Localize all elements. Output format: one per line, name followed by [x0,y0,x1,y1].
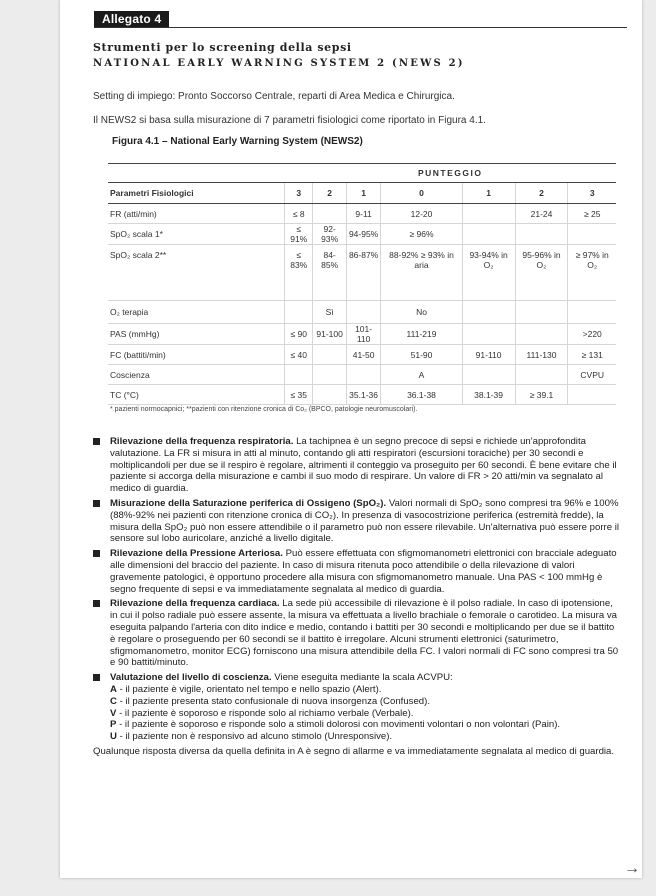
score-cell: 86-87% [346,245,381,301]
param-name: Coscienza [108,365,285,385]
score-cell: 95-96% in O₂ [515,245,568,301]
table-row [108,345,616,365]
param-header: Parametri Fisiologici [108,183,285,204]
score-header: 1 [462,183,515,204]
punteggio-header: PUNTEGGIO [285,164,617,183]
score-cell [346,301,381,324]
param-name: O₂ terapia [108,301,285,324]
instructions-list [93,436,621,758]
next-page-arrow-icon[interactable]: → [624,860,640,877]
param-name: SpO₂ scala 2** [108,245,285,301]
list-item [93,598,621,669]
score-cell: 91-100 [313,324,346,345]
item-title: Valutazione del livello di coscienza. [110,672,272,684]
list-item [93,672,621,743]
item-text: La tachipnea è un segno precoce di sepsi e richiede un'approfondita valutazione. La FR si misura in atti al minuto, contando gli atti respiratori (escursioni toraciche) per 30 secondi e moltiplicandoli per due se il respiro è regolare, altrimenti il conteggio va proseguito per 60 secondi. È bene evitare che il paziente si accorga della misurazione e cambi il suo modo di respirare. Un valore di FR > 20 atti/min va segnalato al medico di guardia. [110,436,617,495]
score-cell [285,365,313,385]
square-bullet-icon [93,438,100,445]
item-text: Valori normali di SpO₂ sono compresi tra 96% e 100% (88%-92% nei pazienti con ritenzione cronica di CO₂). In presenza di vasocostrizione periferica (estremità fredde), la misura della SpO₂ può non essere attendibile o il parametro può non essere rilevabile. Un'alternativa può essere porre il sensore sul lobo auricolare, anziché a livello digitale. [110,497,619,545]
score-cell [462,224,515,245]
score-cell [313,385,346,405]
square-bullet-icon [93,600,100,607]
score-cell [462,365,515,385]
table-row [108,224,616,245]
table-row [108,324,616,345]
table-row [108,204,616,224]
score-cell: 92-93% [313,224,346,245]
score-cell [313,345,346,365]
score-cell: ≥ 39.1 [515,385,568,405]
table-row [108,245,616,301]
score-cell [285,301,313,324]
score-cell: 111-130 [515,345,568,365]
document-page [60,0,642,878]
score-cell: 38.1-39 [462,385,515,405]
score-header: 3 [568,183,616,204]
item-title: Rilevazione della Pressione Arteriosa. [110,548,283,560]
intro-text: Il NEWS2 si basa sulla misurazione di 7 parametri fisiologici come riportato in Figura 4.1. [93,115,486,126]
score-header: 3 [285,183,313,204]
table-body [108,204,616,405]
allegato-tag: Allegato 4 [94,11,169,27]
score-cell [462,204,515,224]
list-item [93,436,621,495]
final-note: Qualunque risposta diversa da quella definita in A è segno di allarme e va immediatamente segnalata al medico di guardia. [93,745,615,757]
square-bullet-icon [93,500,100,507]
score-cell: ≤ 35 [285,385,313,405]
param-name: TC (°C) [108,385,285,405]
score-cell: 36.1-38 [381,385,462,405]
score-cell [568,385,616,405]
score-cell [462,324,515,345]
score-header: 1 [346,183,381,204]
param-name: FC (battiti/min) [108,345,285,365]
score-cell: 91-110 [462,345,515,365]
table-row [108,365,616,385]
score-cell: 94-95% [346,224,381,245]
item-text: La sede più accessibile di rilevazione è il polso radiale. In caso di ipotensione, in cui il polso radiale può essere assente, la misura va effettuata a livello brachiale o femorale o carotideo. La misura va eseguita palpando l'arteria con dito indice e medio, contando i battiti per 30 secondi e moltiplicando per due se il battito è regolare o proseguendo per 60 secondi se il battito è irregolare. Alcuni strumenti elettronici (saturimetro, sfigmomanometro, monitor ECG) forniscono una misura attendibile della FC. I valori normali di FC sono compresi tra 50 e 90 battiti/minuto. [110,598,619,669]
score-cell: ≥ 96% [381,224,462,245]
score-cell: CVPU [568,365,616,385]
score-header: 0 [381,183,462,204]
score-cell [515,301,568,324]
score-cell: 84-85% [313,245,346,301]
acvpu-item: V - il paziente è soporoso e risponde solo al richiamo verbale (Verbale). [110,707,414,719]
score-cell: ≤ 40 [285,345,313,365]
score-header: 2 [515,183,568,204]
acvpu-item: C - il paziente presenta stato confusionale di nuova insorgenza (Confused). [110,695,430,707]
score-cell: 101-110 [346,324,381,345]
score-cell [515,324,568,345]
score-header: 2 [313,183,346,204]
score-cell: ≤ 90 [285,324,313,345]
score-cell: ≥ 25 [568,204,616,224]
score-cell: A [381,365,462,385]
score-cell [515,365,568,385]
score-cell [313,365,346,385]
setting-text: Setting di impiego: Pronto Soccorso Centrale, reparti di Area Medica e Chirurgica. [93,91,455,102]
table-punteggio-row [108,164,616,183]
square-bullet-icon [93,550,100,557]
section-subtitle: NATIONAL EARLY WARNING SYSTEM 2 (NEWS 2) [93,58,465,69]
score-cell: 9-11 [346,204,381,224]
table-row [108,301,616,324]
table-header-row [108,183,616,204]
score-cell: No [381,301,462,324]
item-title: Rilevazione della frequenza cardiaca. [110,598,280,610]
acvpu-item: A - il paziente è vigile, orientato nel tempo e nello spazio (Alert). [110,683,382,695]
score-cell: 35.1-36 [346,385,381,405]
item-title: Misurazione della Saturazione periferica di Ossigeno (SpO₂). [110,497,387,509]
section-title: Strumenti per lo screening della sepsi [93,41,352,54]
list-item [93,498,621,545]
score-cell: ≥ 97% in O₂ [568,245,616,301]
score-cell: Sì [313,301,346,324]
score-cell [346,365,381,385]
item-text: Viene eseguita mediante la scala ACVPU: [274,672,453,684]
figure-caption: Figura 4.1 – National Early Warning System (NEWS2) [112,136,363,147]
score-cell: ≥ 131 [568,345,616,365]
acvpu-item: U - il paziente non è responsivo ad alcuno stimolo (Unresponsive). [110,731,393,743]
table-footnote: * pazienti normocapnici; **pazienti con ritenzione cronica di Co₂ (BPCO, patologie neuromuscolari). [110,406,418,413]
param-name: PAS (mmHg) [108,324,285,345]
item-text: Può essere effettuata con sfigmomanometri elettronici con bracciale adeguato alle dimensioni del braccio del paziente. In caso di misura ritenuta poco attendibile o della rilevazione di valori gravemente patologici, è opportuno procedere alla misura con sfigmomanometro manuale. Una PAS < 100 mmHg è segno frequente di sepsi e va immediatamente segnalata al medico di guardia. [110,548,617,595]
score-cell [568,224,616,245]
score-cell: 111-219 [381,324,462,345]
score-cell: >220 [568,324,616,345]
param-name: SpO₂ scala 1* [108,224,285,245]
table-row [108,385,616,405]
score-cell: ≤ 83% [285,245,313,301]
news2-table [108,163,616,405]
item-title: Rilevazione della frequenza respiratoria. [110,436,294,447]
header-rule [94,27,627,28]
score-cell: 93-94% in O₂ [462,245,515,301]
param-name: FR (atti/min) [108,204,285,224]
score-cell: 41-50 [346,345,381,365]
score-cell [313,204,346,224]
score-cell: ≤ 91% [285,224,313,245]
acvpu-item: P - il paziente è soporoso e risponde solo a stimoli dolorosi con movimenti volontari o non volontari (Pain). [110,719,561,731]
score-cell [568,301,616,324]
acvpu-list [110,684,621,743]
score-cell: 21-24 [515,204,568,224]
score-cell: 88-92% ≥ 93% in aria [381,245,462,301]
square-bullet-icon [93,674,100,681]
score-cell [462,301,515,324]
score-cell: 12-20 [381,204,462,224]
score-cell [515,224,568,245]
score-cell: 51-90 [381,345,462,365]
list-item [93,548,621,595]
score-cell: ≤ 8 [285,204,313,224]
